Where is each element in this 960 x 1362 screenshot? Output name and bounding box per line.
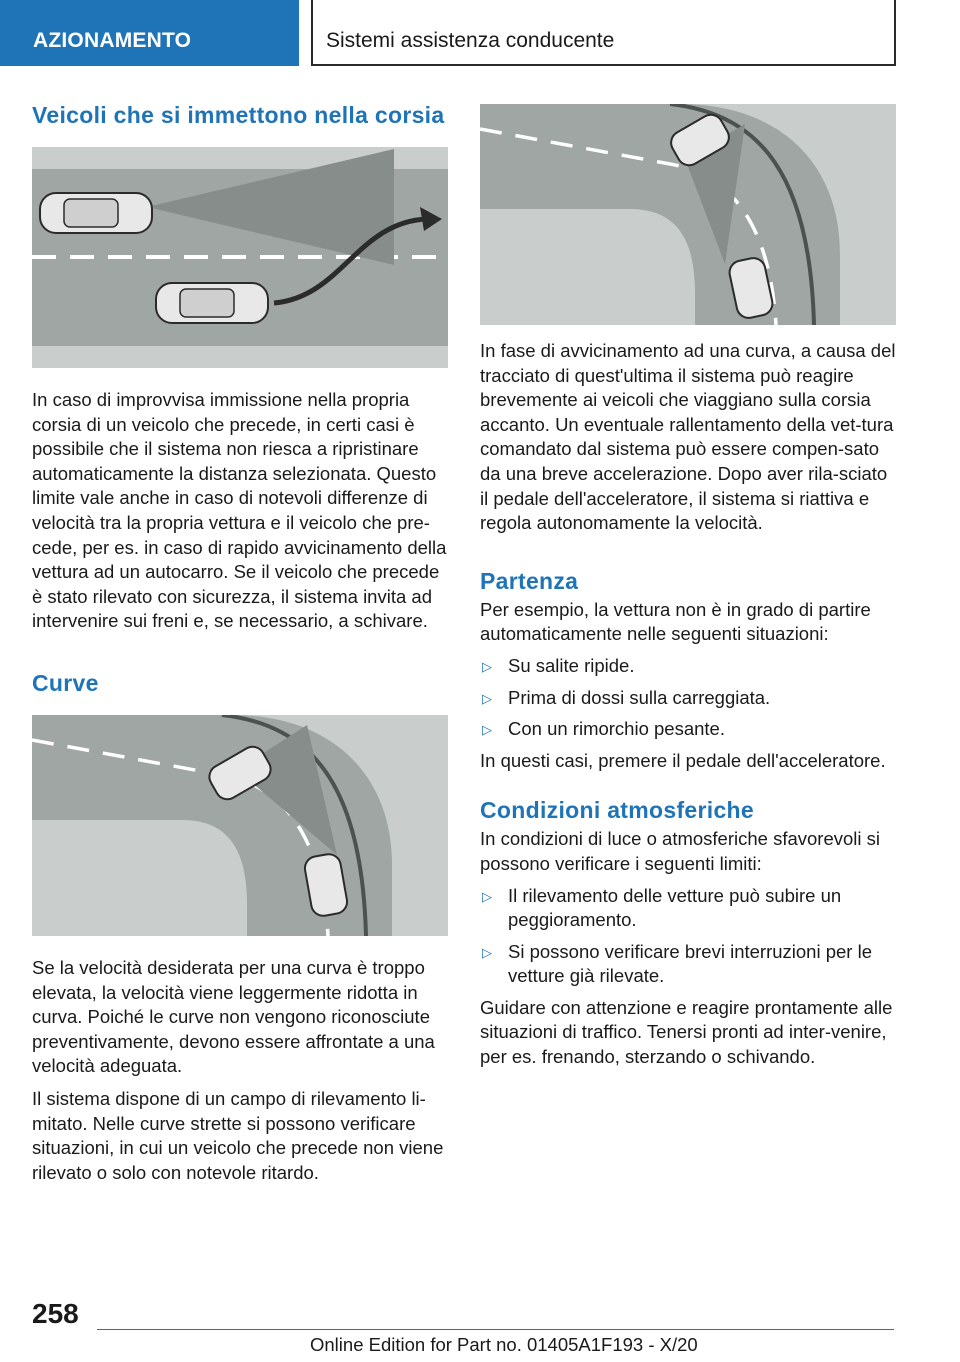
list-partenza <box>480 654 896 742</box>
list-item: ▷ Prima di dossi sulla carreggiata. <box>480 686 896 711</box>
list-item: ▷ Il rilevamento delle vetture può subire un peggioramento. <box>482 884 842 931</box>
figure-curve-right <box>480 104 896 325</box>
figure-curve-left <box>32 715 448 936</box>
list-item: ▷ Si possono verificare brevi interruzioni per le vetture già rilevate. <box>482 940 873 987</box>
car-ahead-icon <box>40 193 152 233</box>
subsection-title: Sistemi assistenza conducente <box>326 29 615 52</box>
merging-car-icon <box>156 283 268 323</box>
subsection-tab <box>311 0 896 66</box>
footer-divider <box>97 1329 894 1330</box>
page-number: 258 <box>32 1298 79 1329</box>
section-tab <box>0 0 299 66</box>
left-column <box>32 100 448 1185</box>
heading-weather: Condizioni atmosferiche <box>480 797 754 824</box>
paragraph-weather-outro: Guidare con attenzione e reagire prontamente alle situazioni di traffico. Tenersi pronti ad inter-venire, per es. frenando, sterzando o schivando. <box>480 996 893 1068</box>
bullet-triangle-icon: ▷ <box>482 944 492 960</box>
paragraph-weather-intro: In condizioni di luce o atmosferiche sfavorevoli si possono verificare i seguenti limiti: <box>480 828 880 874</box>
bullet-triangle-icon: ▷ <box>482 888 492 904</box>
heading-curves: Curve <box>32 669 99 696</box>
right-column <box>480 104 896 1070</box>
list-item: ▷ Con un rimorchio pesante. <box>480 717 896 742</box>
heading-partenza: Partenza <box>480 567 579 594</box>
section-title: AZIONAMENTO <box>33 29 192 52</box>
list-item: ▷ Su salite ripide. <box>480 654 896 679</box>
bullet-triangle-icon: ▷ <box>482 722 492 738</box>
footer-edition: Online Edition for Part no. 01405A1F193 - X/20 <box>310 1334 698 1355</box>
list-weather <box>480 884 896 989</box>
paragraph-merging: In caso di improvvisa immissione nella propria corsia di un veicolo che precede, in certi casi è possibile che il sistema non riesca a ripristinare automaticamente la distanza selezionata. Questo limite vale anche in caso di notevoli differenze di velocità tra la propria vettura e il veicolo che pre-cede, per es. in caso di rapido avvicinamento della vettura ad un autocarro. Se il veicolo che precede è stato rilevato con sicurezza, il sistema invita ad intervenire sui freni e, se necessario, a schivare. <box>32 389 447 632</box>
paragraph-curve-adjacent: In fase di avvicinamento ad una curva, a causa del tracciato di quest'ultima il sistema può reagire brevemente ai veicoli che viaggiano sulla corsia accanto. Un eventuale rallentamento della vet-tura comandato dal sistema può essere compen-sato da una breve accelerazione. Dopo aver rila-sciato il pedale dell'acceleratore, il sistema si riattiva e regola autonomamente la velocità. <box>480 340 896 534</box>
paragraph-partenza-outro: In questi casi, premere il pedale dell'acceleratore. <box>480 749 886 771</box>
heading-merging-vehicles: Veicoli che si immettono nella corsia <box>32 102 445 128</box>
figure-merging-vehicle <box>32 147 448 368</box>
bullet-triangle-icon: ▷ <box>482 658 492 674</box>
paragraph-curve-speed: Se la velocità desiderata per una curva è troppo elevata, la velocità viene leggermente ridotta in curva. Poiché le curve non vengono riconosciute preventivamente, devono essere affrontate a una velocità adeguata. <box>32 956 435 1077</box>
paragraph-detection-range: Il sistema dispone di un campo di rilevamento li-mitato. Nelle curve strette si possono verificare situazioni, in cui un veicolo che precede non viene rilevato o solo con notevole ritardo. <box>32 1087 444 1183</box>
paragraph-partenza-intro: Per esempio, la vettura non è in grado di partire automaticamente nelle seguenti situazioni: <box>480 598 871 645</box>
bullet-triangle-icon: ▷ <box>482 690 492 706</box>
